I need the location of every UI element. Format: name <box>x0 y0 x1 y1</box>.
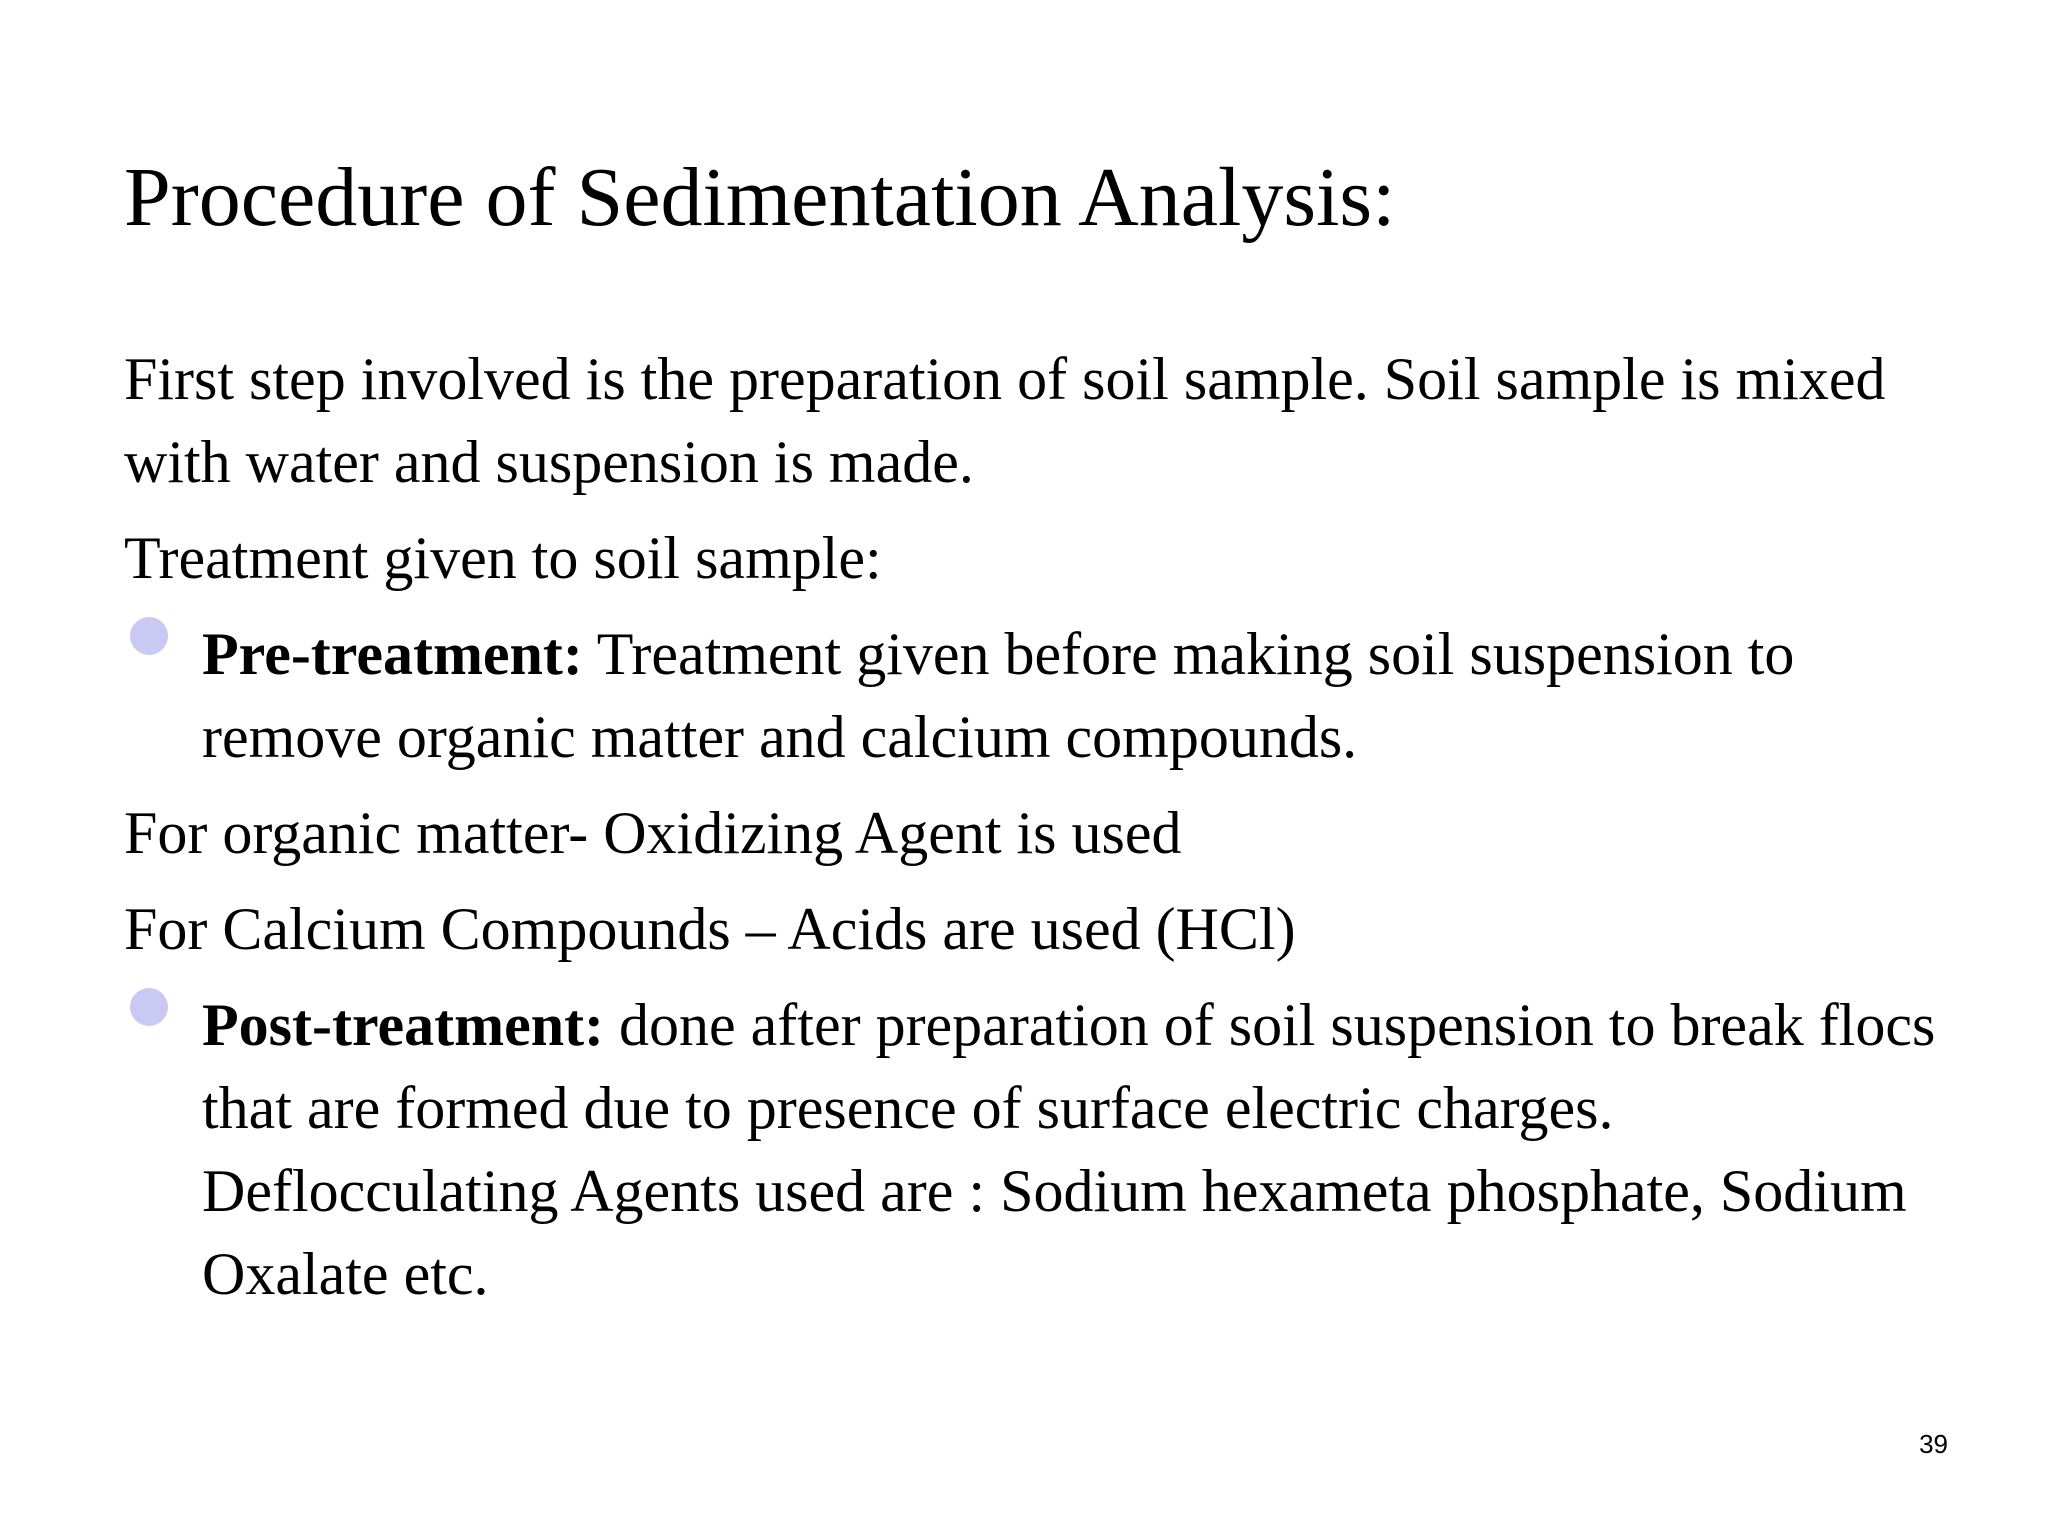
bullet-term: Post-treatment: <box>202 992 605 1058</box>
calcium-compounds-note: For Calcium Compounds – Acids are used (HCl) <box>124 896 1296 962</box>
bullet-text <box>202 992 1935 1307</box>
bullet-term: Pre-treatment: <box>202 621 583 687</box>
bullet-pre-treatment <box>124 613 1984 779</box>
intro-paragraph: First step involved is the preparation of soil sample. Soil sample is mixed with water and suspension is made. <box>124 346 1886 495</box>
bullet-post-treatment <box>124 984 1984 1316</box>
slide-title: Procedure of Sedimentation Analysis: <box>124 151 1396 244</box>
bullet-dot-icon <box>130 988 168 1026</box>
slide-body <box>124 338 1984 1329</box>
organic-matter-note: For organic matter- Oxidizing Agent is used <box>124 800 1182 866</box>
bullet-text <box>202 621 1794 770</box>
bullet-description: done after preparation of soil suspension to break flocs that are formed due to presence of surface electric charges. Deflocculating Agents used are : Sodium hexameta phosphate, Sodium Oxalate etc. <box>202 992 1936 1307</box>
bullet-description: Treatment given before making soil suspension to remove organic matter and calcium compounds. <box>202 621 1795 770</box>
bullet-dot-icon <box>130 617 168 655</box>
page-number: 39 <box>1919 1429 1948 1459</box>
treatment-heading: Treatment given to soil sample: <box>124 525 882 591</box>
